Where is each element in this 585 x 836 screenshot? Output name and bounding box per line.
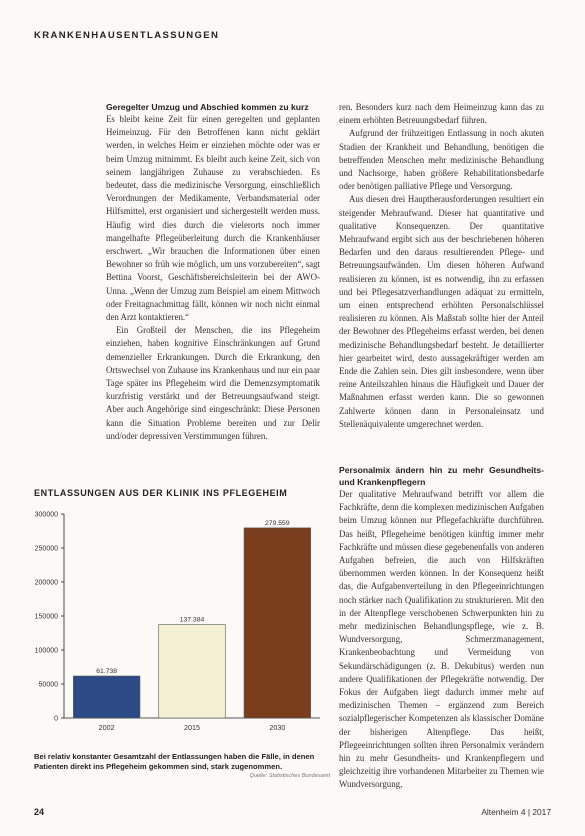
- chart-svg: [28, 506, 328, 752]
- subheading-geregelter-umzug: Geregelter Umzug und Abschied kommen zu kurz: [106, 102, 309, 112]
- bar-value-label: 61.738: [96, 668, 118, 676]
- chart-caption: Bei relativ konstanter Gesamtzahl der Entlassungen haben die Fälle, in denen Patienten direkt ins Pflegeheim gekommen sind, stark zugenommen.: [34, 752, 315, 772]
- y-tick-label: 100000: [34, 647, 58, 655]
- paragraph: Aus diesen drei Hauptherausforderungen resultiert ein steigender Mehraufwand. Dieser hat quantitative und qualitative Konsequenzen. Der quantitative Mehraufwand ergibt sich aus der beschriebenen höheren Bedarfen und den daraus resultierenden Pflege- und Betreuungsaufwänden. Um diesen höheren Aufwand realisieren zu können, ist es notwendig, ihn zu erfassen und bei Pflegesatzverhandlungen adäquat zu ermitteln, um einen entsprechend erhöhten Personalschlüssel realisieren zu können. Als Maßstab sollte hier der Anteil der Bewohner des Pflegeheims erfasst werden, bei denen medizinische Behandlungsbedarf besteht. Je detaillierter hier gearbeitet wird, desto aussagekräftiger werden am Ende die Zahlen sein. Dies gilt insbesondere, wenn über reine Anteilszahlen hinaus die Häufigkeit und Dauer der Maßnahmen erfasst werden kann. Die so gewonnen Zahlwerte können dann in Personaleinsatz und Stellenäquivalente umgerechnet werden.: [339, 194, 544, 429]
- y-tick-label: 200000: [34, 579, 58, 587]
- paragraph: Ein Großteil der Menschen, die ins Pflegeheim einziehen, haben kognitive Einschränkungen auf Grund demenzieller Erkrankungen. Durch die Erkrankung, den Ortswechsel von Zuhause ins Krankenhaus und nur ein paar Tage später ins Pflegeheim wird die Demenzsymptomatik kurzfristig verstärkt und der Betreuungsaufwand steigt. Aber auch Angehörige sind eingeschränkt: Diese Personen kann die Situation Probleme bereiten und zur Delir und/oder depressiven Verstimmungen führen.: [106, 325, 320, 441]
- bar-2002: [73, 676, 140, 718]
- article-column-1: [106, 101, 320, 473]
- section-header: KRANKENHAUSENTLASSUNGEN: [34, 30, 220, 41]
- y-tick-label: 250000: [34, 545, 58, 553]
- bar-value-label: 137.384: [179, 616, 205, 624]
- chart-title: ENTLASSUNGEN AUS DER KLINIK INS PFLEGEHEIM: [34, 488, 288, 498]
- paragraph: Es bleibt keine Zeit für einen geregelten und geplanten Heimeinzug. Für den Betroffenen kann nicht geklärt werden, in welches Heim er einziehen möchte oder was er beim Umzug mitnimmt. Es bleibt auch keine Zeit, sich von seinem langjährigen Zuhause zu verabschieden. Es bedeutet, dass die medizinische Versorgung, einschließlich Verordnungen der Medikamente, Verbandsmaterial oder Hilfsmittel, erst organisiert und sichergestellt werden muss. Häufig wird dies durch die vielerorts noch immer mangelhafte Pflegeüberleitung durch die Krankenhäuser erschwert. „Wir brauchen die Informationen über einen Bewohner so früh wie möglich, um uns vorzubereiten“, sagt Bettina Voorst, Geschäftsbereichsleiterin bei der AWO-Unna. „Wenn der Umzug zum Beispiel am einem Mittwoch oder Freitagnachmittag fällt, können wir noch nicht einmal den Arzt kontaktieren.“: [106, 114, 320, 323]
- subheading-personalmix: Personalmix ändern hin zu mehr Gesundheits- und Krankenpflegern: [339, 465, 544, 487]
- bar-chart: [28, 506, 328, 752]
- x-tick-label: 2015: [184, 723, 200, 732]
- paragraph: Aufgrund der frühzeitigen Entlassung in noch akuten Stadien der Krankheit und Behandlung, benötigen die betreffenden Menschen mehr medizinische Behandlung und Nachsorge, haben größere Rehabilitationsbedarfe oder benötigen palliative Pflege und Versorgung.: [339, 128, 544, 192]
- y-tick-label: 300000: [34, 511, 58, 519]
- magazine-issue: Altenheim 4 | 2017: [481, 807, 551, 817]
- chart-source: Quelle: Statistisches Bundesamt: [249, 773, 330, 779]
- y-tick-label: 0: [54, 715, 58, 723]
- paragraph: ren. Besonders kurz nach dem Heimeinzug kann das zu einem erhöhten Betreuungsbedarf führen.: [339, 102, 544, 126]
- bar-value-label: 279.559: [265, 519, 290, 527]
- article-column-3: [339, 464, 544, 806]
- x-tick-label: 2002: [98, 723, 115, 732]
- x-tick-label: 2030: [269, 723, 286, 732]
- page-number: 24: [34, 807, 45, 817]
- y-tick-label: 150000: [34, 613, 58, 621]
- y-tick-label: 50000: [38, 681, 58, 689]
- bar-2015: [159, 625, 226, 718]
- article-column-2: [339, 101, 544, 461]
- bar-2030: [244, 528, 311, 718]
- paragraph: Der qualitative Mehraufwand betrifft vor allem die Fachkräfte, denn die komplexen medizinischen Aufgaben beim Umzug können nur Pflegefachkräfte durchführen. Das heißt, Pflegeheime benötigen künftig immer mehr Fachkräfte und müssen diese gegebenenfalls von anderen Aufgaben befreien, die auch von Hilfskräften übernommen werden können. In der Konsequenz heißt das, die Aufgabenverteilung in den Pflegeeinrichtungen noch stärker nach Qualifikation zu strukturieren. Mit den in der Altenpflege verschobenen Schwerpunkten hin zu mehr medizinischen Behandlungspflege, wie z. B. Wundversorgung, Schmerzmanagement, Krankenbeobachtung und Vermeidung von Sekundärschädigungen (z. B. Dekubitus) werden nun andere Qualifikationen der Pflegekräfte notwendig. Der Fokus der Aufgaben liegt dadurch immer mehr auf medizinischen Themen – ergänzend zum Bereich sozialpflegerischer Kompetenzen als klassischer Domäne der bisherigen Altenpflege. Das heißt, Pflegeeinrichtungen sollten ihren Personalmix verändern hin zu mehr Gesundheits- und Krankenpflegern und gleichzeitig ihre vorhandenen Mitarbeiter zu Themen wie Wundversorgung,: [339, 489, 544, 790]
